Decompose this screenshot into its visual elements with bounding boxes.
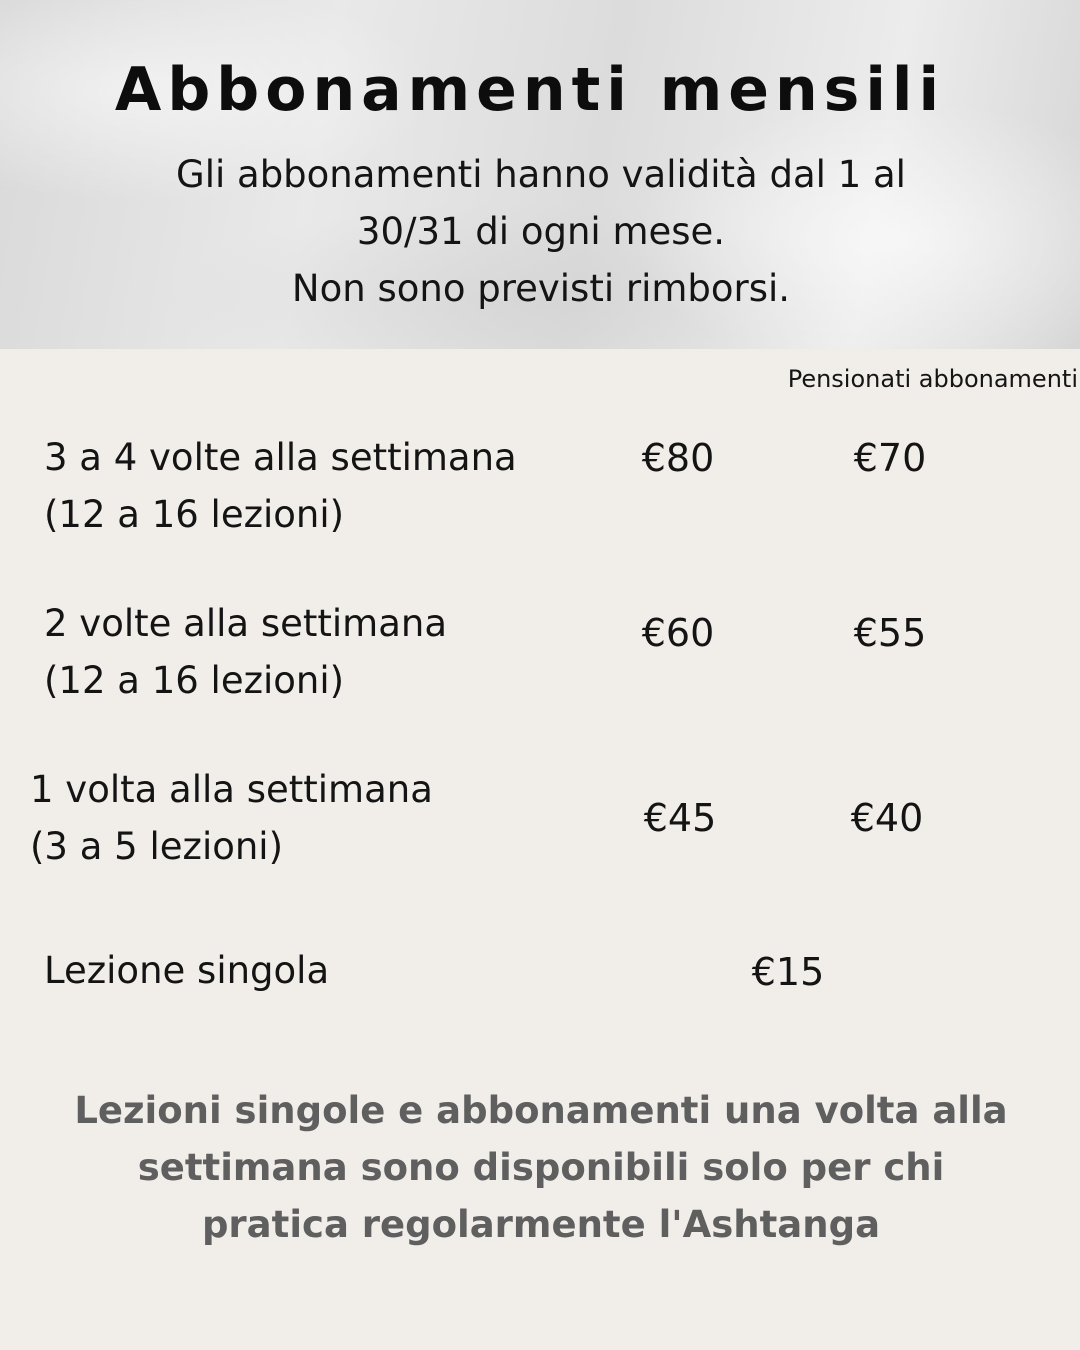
plan-frequency: 2 volte alla settimana [44, 602, 447, 645]
plan-row-2-price-pensionati: €55 [853, 611, 927, 655]
plan-row-3-price-pensionati: €40 [850, 796, 924, 840]
validity-line: Gli abbonamenti hanno validità dal 1 al [176, 153, 906, 196]
note-line: Lezioni singole e abbonamenti una volta alla [74, 1089, 1008, 1132]
header-banner [0, 0, 1080, 349]
validity-notice [0, 146, 1080, 317]
plan-row-1-price-pensionati: €70 [853, 436, 927, 480]
plan-row-3-price: €45 [643, 796, 717, 840]
plan-lessons: (12 a 16 lezioni) [44, 659, 345, 702]
plan-row-1-price: €80 [641, 436, 715, 480]
single-lesson-name: Lezione singola [44, 949, 330, 992]
plan-frequency: 3 a 4 volte alla settimana [44, 436, 517, 479]
plan-frequency: 1 volta alla settimana [30, 768, 433, 811]
availability-note [0, 1082, 1080, 1253]
validity-line: 30/31 di ogni mese. [356, 210, 726, 253]
plan-row-2-price: €60 [641, 611, 715, 655]
plan-lessons: (12 a 16 lezioni) [44, 493, 345, 536]
plan-row-1-name [44, 429, 517, 543]
plan-row-2-name [44, 595, 447, 709]
refund-line: Non sono previsti rimborsi. [291, 267, 791, 310]
note-line: settimana sono disponibili solo per chi [137, 1146, 945, 1189]
page-title: Abbonamenti mensili [114, 55, 946, 125]
single-lesson-price: €15 [751, 950, 825, 994]
plan-lessons: (3 a 5 lezioni) [30, 825, 284, 868]
note-line: pratica regolarmente l'Ashtanga [201, 1203, 881, 1246]
column-header-pensionati: Pensionati abbonamenti [787, 365, 1078, 393]
plan-row-3-name [30, 761, 433, 875]
